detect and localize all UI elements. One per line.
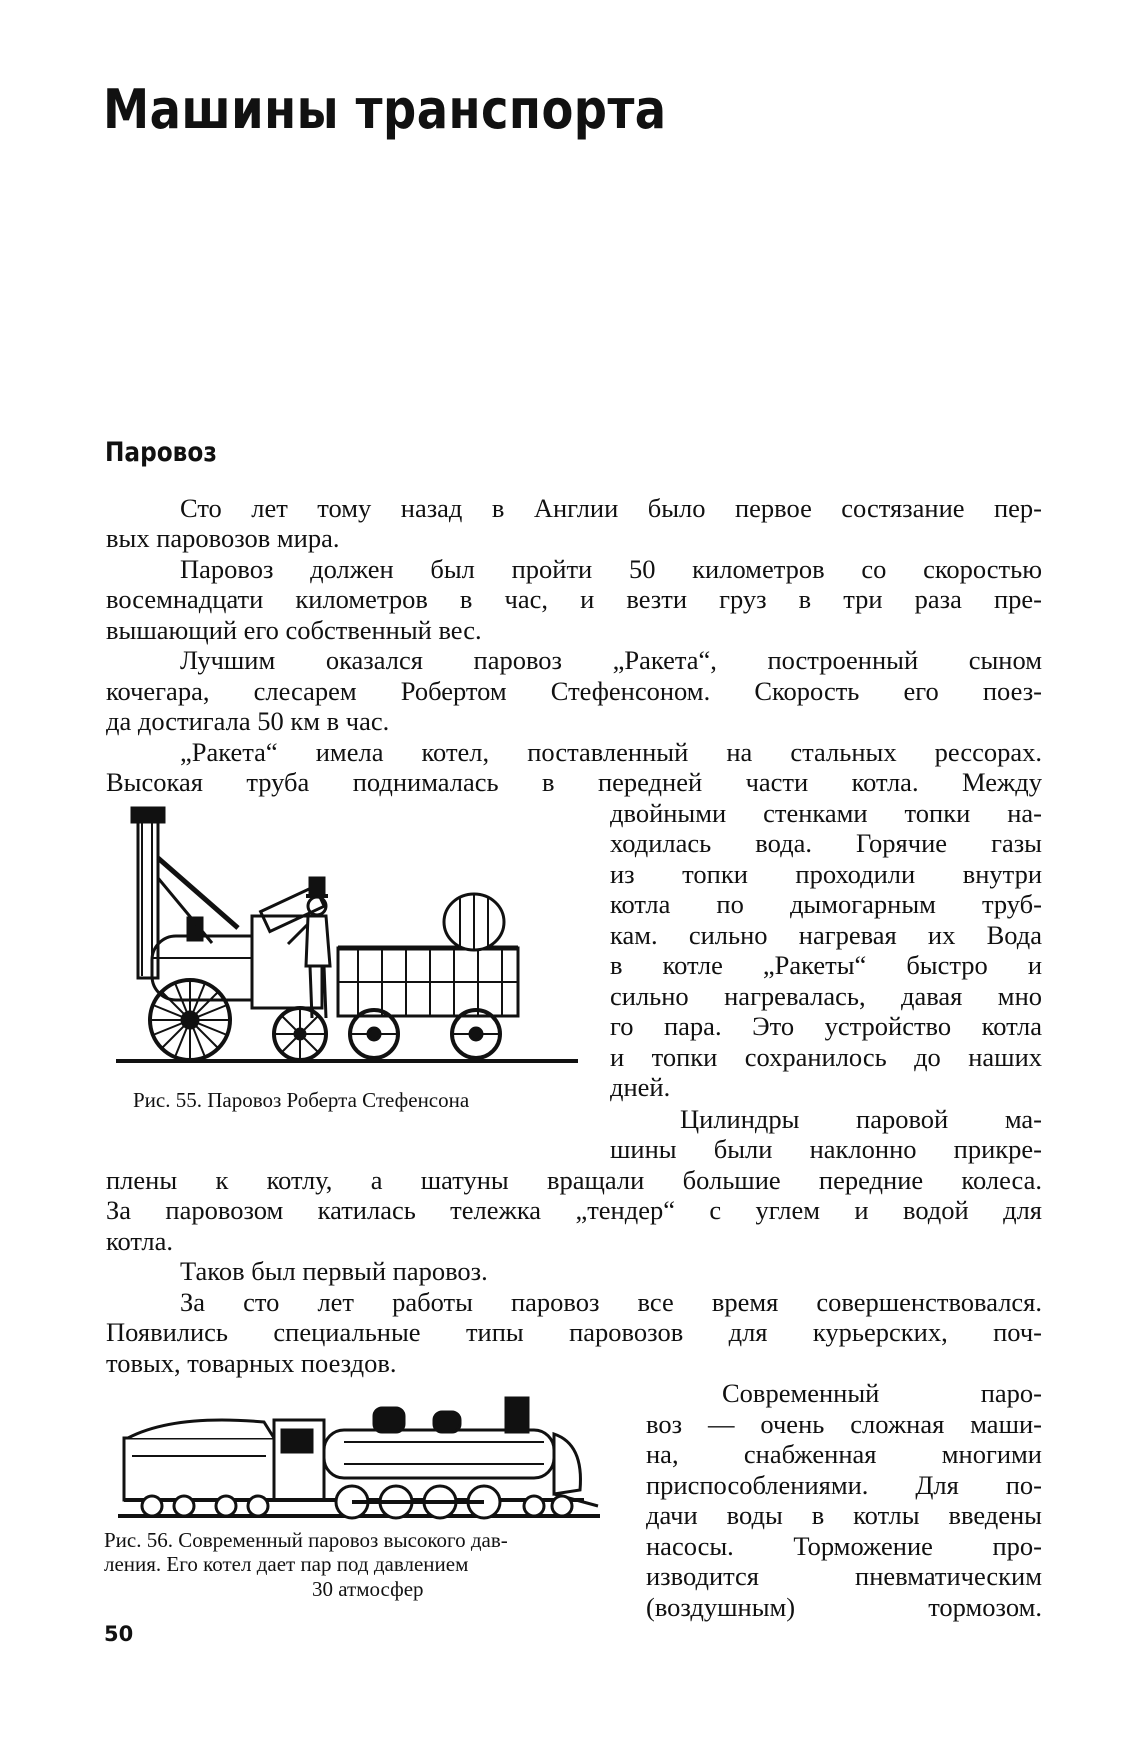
text-line: котла. [106,1226,173,1256]
text-line: (воздушным) тормозом. [646,1592,1042,1622]
text-line: приспособлениями. Для по- [646,1470,1042,1500]
text-line: кочегара, слесарем Робертом Стефенсоном. Скорость его поез- [106,676,1042,706]
text-line: кам. сильно нагревая их Вода [610,920,1042,950]
text-line: да достигала 50 км в час. [106,706,390,736]
figure-56-modern-locomotive-illustration [114,1394,604,1524]
text-line: Паровоз должен был пройти 50 километров со скоростью [180,554,1042,584]
figure-56-caption-line: ления. Его котел дает пар под давлением [104,1552,469,1576]
text-line: дней. [610,1072,671,1102]
text-line: в котле „Ракеты“ быстро и [610,950,1042,980]
text-line: Современный паро- [722,1378,1042,1408]
text-line: ходилась вода. Горячие газы [610,828,1042,858]
text-line: изводится пневматическим [646,1561,1042,1591]
text-line: товых, товарных поездов. [106,1348,397,1378]
text-line: За паровозом катилась тележка „тендер“ с углем и водой для [106,1195,1042,1225]
text-line: воз — очень сложная маши- [646,1409,1042,1439]
text-line: вых паровозов мира. [106,523,340,553]
figure-55-caption: Рис. 55. Паровоз Роберта Стефенсона [133,1088,470,1112]
text-line: насосы. Торможение про- [646,1531,1042,1561]
text-line: восемнадцати километров в час, и везти груз в три раза пре- [106,584,1042,614]
text-line: Таков был первый паровоз. [180,1256,488,1286]
text-line: „Ракета“ имела котел, поставленный на стальных рессорах. [180,737,1042,767]
text-line: За сто лет работы паровоз все время совершенствовался. [180,1287,1042,1317]
text-line: на, снабженная многими [646,1439,1042,1469]
figure-55-rocket-illustration [112,798,582,1068]
text-line: из топки проходили внутри [610,859,1042,889]
text-line: Появились специальные типы паровозов для курьерских, поч- [106,1317,1042,1347]
text-line: го пара. Это устройство котла [610,1011,1042,1041]
text-line: вышающий его собственный вес. [106,615,482,645]
chapter-title: Машины транспорта [103,78,667,141]
page-number: 50 [104,1622,134,1646]
text-line: Лучшим оказался паровоз „Ракета“, построенный сыном [180,645,1042,675]
text-line: сильно нагревалась, давая мно [610,981,1042,1011]
text-line: и топки сохранилось до наших [610,1042,1042,1072]
text-line: плены к котлу, а шатуны вращали большие передние колеса. [106,1165,1042,1195]
figure-56-caption-line: 30 атмосфер [312,1577,424,1601]
text-line: Цилиндры паровой ма- [680,1104,1042,1134]
text-line: Сто лет тому назад в Англии было первое состязание пер- [180,493,1042,523]
text-line: котла по дымогарным труб- [610,889,1042,919]
figure-56-caption-line: Рис. 56. Современный паровоз высокого дав- [104,1528,508,1552]
text-line: шины были наклонно прикре- [610,1134,1042,1164]
section-title: Паровоз [105,437,217,468]
text-line: Высокая труба поднималась в передней части котла. Между [106,767,1042,797]
text-line: двойными стенками топки на- [610,798,1042,828]
text-line: дачи воды в котлы введены [646,1500,1042,1530]
